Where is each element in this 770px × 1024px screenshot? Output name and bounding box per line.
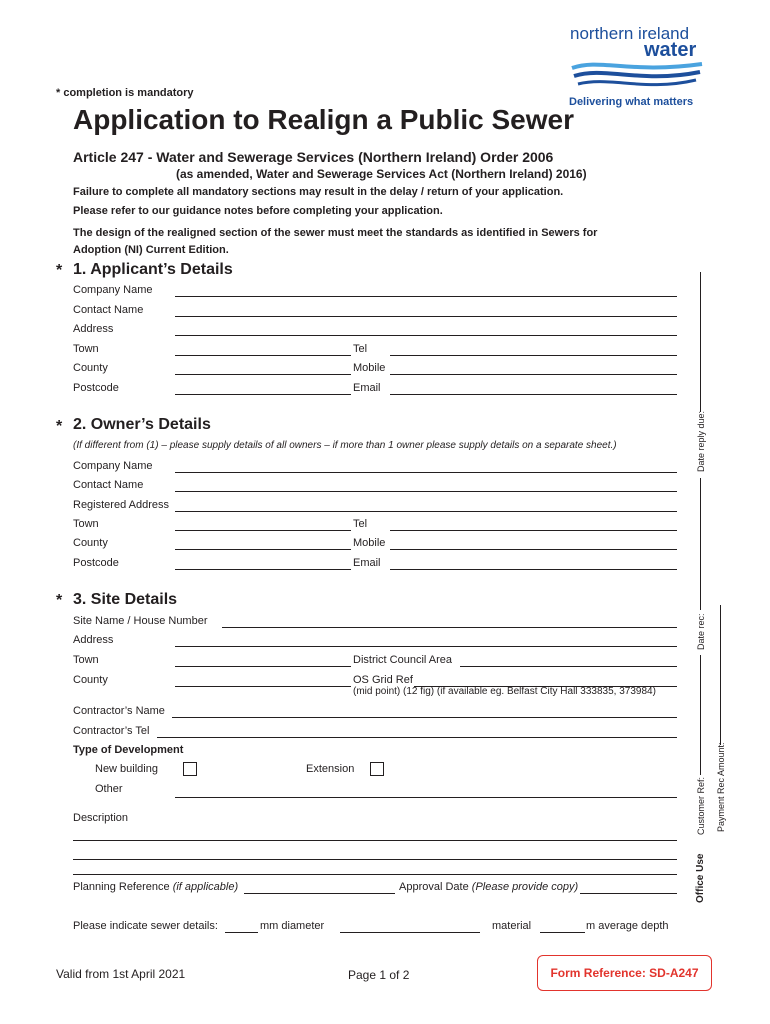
s3-mm-gap-field[interactable] (340, 932, 480, 933)
s1-town-field[interactable] (175, 355, 351, 356)
s3-town-field[interactable] (175, 666, 351, 667)
s2-mobile-label: Mobile (353, 537, 386, 549)
note1: Failure to complete all mandatory sections may result in the delay / return of your application. (73, 186, 564, 198)
logo-line2: water (644, 39, 697, 61)
s1-company-field[interactable] (175, 296, 677, 297)
approval-date-text: Approval Date (399, 881, 469, 893)
office-customer-ref: Customer Ref: (696, 776, 706, 835)
subtitle2: (as amended, Water and Sewerage Services Act (Northern Ireland) 2016) (176, 167, 587, 181)
s2-registered-label: Registered Address (73, 499, 169, 511)
s3-contractor-tel-field[interactable] (157, 737, 677, 738)
s2-county-label: County (73, 537, 108, 549)
office-date-reply-due: Date reply due: (696, 410, 706, 472)
s2-contact-field[interactable] (175, 491, 677, 492)
subtitle: Article 247 - Water and Sewerage Services (Northern Ireland) Order 2006 (73, 149, 554, 165)
s2-county-field[interactable] (175, 549, 351, 550)
mandatory-note: * completion is mandatory (56, 87, 194, 99)
s3-approval-label (399, 881, 578, 893)
s1-mobile-field[interactable] (390, 374, 677, 375)
s1-county-field[interactable] (175, 374, 351, 375)
s2-tel-field[interactable] (390, 530, 677, 531)
mandatory-star: * (56, 262, 63, 279)
s3-description-line3[interactable] (73, 874, 677, 875)
s3-description-label: Description (73, 812, 129, 824)
s2-company-field[interactable] (175, 472, 677, 473)
s3-description-line1[interactable] (73, 840, 677, 841)
s3-county-field[interactable] (175, 686, 351, 687)
s1-contact-label: Contact Name (73, 304, 144, 316)
s3-other-field[interactable] (175, 797, 677, 798)
office-line-customer (700, 655, 701, 775)
s2-postcode-field[interactable] (175, 569, 351, 570)
s1-company-label: Company Name (73, 284, 153, 296)
note2: Please refer to our guidance notes before completing your application. (73, 205, 443, 217)
s2-company-label: Company Name (73, 460, 153, 472)
s3-material-label: material (492, 920, 532, 932)
s2-email-field[interactable] (390, 569, 677, 570)
s3-address-label: Address (73, 634, 114, 646)
s1-mobile-label: Mobile (353, 362, 386, 374)
s1-postcode-label: Postcode (73, 382, 119, 394)
s3-contractor-tel-label: Contractor’s Tel (73, 725, 150, 737)
mandatory-star: * (56, 418, 63, 435)
s3-grid-label: OS Grid Ref (353, 674, 413, 686)
s2-contact-label: Contact Name (73, 479, 144, 491)
s3-district-field[interactable] (460, 666, 677, 667)
s2-mobile-field[interactable] (390, 549, 677, 550)
water-waves-icon (570, 58, 705, 94)
s2-registered-field[interactable] (175, 511, 677, 512)
extension-checkbox[interactable] (370, 762, 384, 776)
office-payment-amount: Payment Rec Amount: (716, 742, 726, 832)
s3-depth-label: m average depth (586, 920, 669, 932)
s3-new-building-label: New building (95, 763, 158, 775)
s3-contractor-name-label: Contractor’s Name (73, 705, 165, 717)
office-date-rec: Date rec: (696, 613, 706, 650)
note3b: Adoption (NI) Current Edition. (73, 244, 229, 256)
s1-email-field[interactable] (390, 394, 677, 395)
s3-mm-label: mm diameter (260, 920, 325, 932)
s2-town-field[interactable] (175, 530, 351, 531)
s3-grid-note: (mid point) (12 fig) (if available eg. Belfast City Hall 333835, 373984) (353, 686, 656, 697)
s3-extension-label: Extension (306, 763, 355, 775)
section2-title: 2. Owner’s Details (73, 416, 211, 433)
s1-county-label: County (73, 362, 108, 374)
s3-description-line2[interactable] (73, 859, 677, 860)
s3-dev-type-label: Type of Development (73, 744, 184, 756)
s3-sewer-prompt: Please indicate sewer details: (73, 920, 218, 932)
page-number: Page 1 of 2 (348, 968, 410, 982)
planning-reference-text: Planning Reference (73, 881, 170, 893)
office-use-label: Office Use (695, 853, 706, 903)
s3-material-field[interactable] (540, 932, 585, 933)
s3-planning-label (73, 881, 238, 893)
logo-line1: northern ireland (570, 24, 690, 43)
note3a: The design of the realigned section of the sewer must meet the standards as identified in Sewers for (73, 227, 598, 239)
planning-note: (if applicable) (172, 881, 239, 893)
s2-note: (If different from (1) – please supply details of all owners – if more than 1 owner please supply details on a separate sheet.) (73, 440, 617, 451)
s3-town-label: Town (73, 654, 99, 666)
s3-approval-field[interactable] (580, 893, 677, 894)
form-reference: Form Reference: SD-A247 (550, 966, 699, 980)
s1-tel-label: Tel (353, 343, 368, 355)
form-reference-box (537, 955, 712, 991)
s3-site-name-label: Site Name / House Number (73, 615, 208, 627)
s3-site-name-field[interactable] (222, 627, 677, 628)
office-line-date-rec (700, 478, 701, 610)
page-title: Application to Realign a Public Sewer (73, 104, 574, 135)
approval-note: (Please provide copy) (471, 881, 579, 893)
s1-town-label: Town (73, 343, 99, 355)
s3-county-label: County (73, 674, 108, 686)
s1-email-label: Email (353, 382, 381, 394)
s2-town-label: Town (73, 518, 99, 530)
s1-address-label: Address (73, 323, 114, 335)
office-line-payment (720, 605, 721, 745)
s1-tel-field[interactable] (390, 355, 677, 356)
s3-address-field[interactable] (175, 646, 677, 647)
new-building-checkbox[interactable] (183, 762, 197, 776)
s3-other-label: Other (95, 783, 123, 795)
s1-address-field[interactable] (175, 335, 677, 336)
s3-contractor-name-field[interactable] (172, 717, 677, 718)
s1-postcode-field[interactable] (175, 394, 351, 395)
logo-tagline: Delivering what matters (569, 96, 694, 108)
office-line-date-reply (700, 272, 701, 412)
s2-postcode-label: Postcode (73, 557, 119, 569)
mandatory-star: * (56, 592, 63, 609)
s3-planning-field[interactable] (244, 893, 395, 894)
s2-email-label: Email (353, 557, 381, 569)
s2-tel-label: Tel (353, 518, 368, 530)
s3-district-label: District Council Area (353, 654, 453, 666)
s3-diameter-field[interactable] (225, 932, 258, 933)
s1-contact-field[interactable] (175, 316, 677, 317)
section3-title: 3. Site Details (73, 591, 178, 608)
valid-from: Valid from 1st April 2021 (56, 967, 186, 981)
section1-title: 1. Applicant’s Details (73, 261, 233, 278)
